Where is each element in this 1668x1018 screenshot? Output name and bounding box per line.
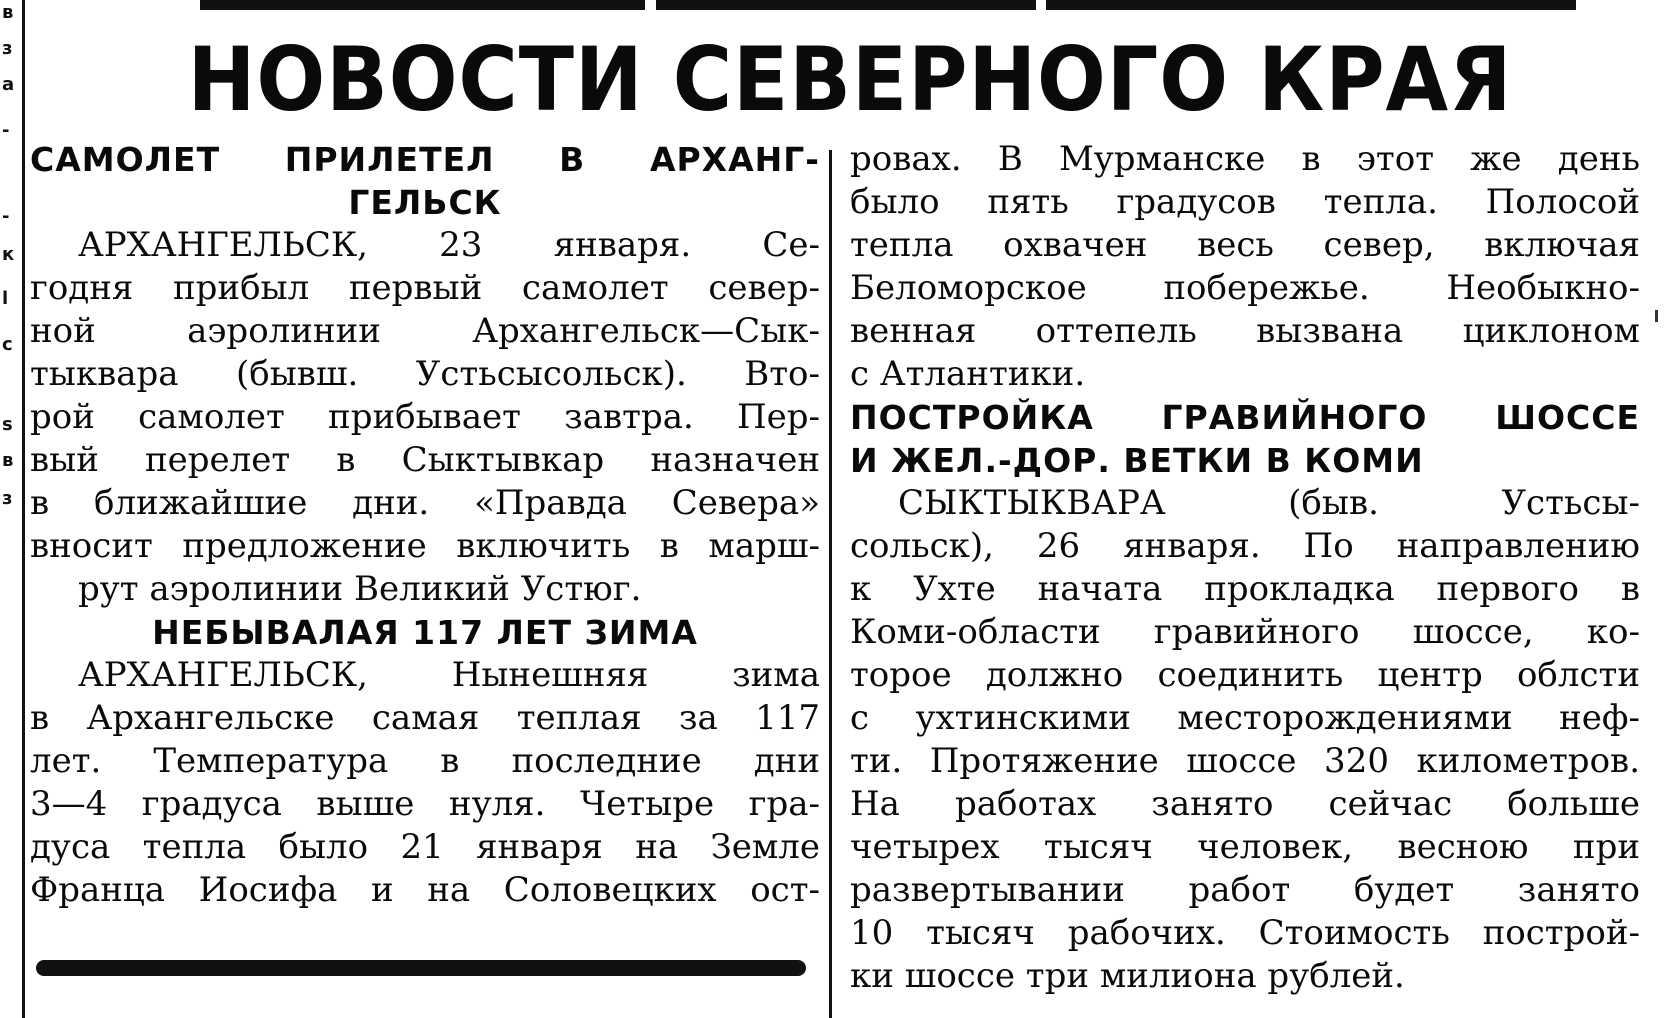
article-text-line: АРХАНГЕЛЬСК, Нынешняя зима [78, 655, 820, 695]
article-text-line: развертывании работ будет занято [850, 870, 1640, 910]
article-text-line: дуса тепла было 21 января на Земле [30, 827, 820, 867]
article-text-line: 3—4 градуса выше нуля. Четыре гра- [30, 784, 820, 824]
article-text-line: ровах. В Мурманске в этот же день [850, 139, 1640, 179]
article-text-line: с ухтинскими месторождениями неф- [850, 698, 1640, 738]
article-headline: НЕБЫВАЛАЯ 117 ЛЕТ ЗИМА [152, 613, 698, 652]
article-text-line: четырех тысяч человек, весною при [850, 827, 1640, 867]
right-column [850, 138, 1640, 998]
margin-letter: l [2, 288, 9, 309]
article-text-line: ти. Протяжение шоссе 320 километров. [850, 741, 1640, 781]
article-text-line: СЫКТЫКВАРА (быв. Устьсы- [898, 483, 1640, 523]
article-text-line: Франца Иосифа и на Соловецких ост- [30, 870, 820, 910]
article-text-line: было пять градусов тепла. Полосой [850, 182, 1640, 222]
bottom-rule [36, 960, 806, 976]
article-text-line: Коми-области гравийного шоссе, ко- [850, 612, 1640, 652]
margin-letter: з [2, 488, 13, 509]
article-text-line: годня прибыл первый самолет север- [30, 268, 820, 308]
article-text-line: На работах занято сейчас больше [850, 784, 1640, 824]
margin-letter: а [2, 74, 15, 95]
article-text-line: торое должно соединить центр облсти [850, 655, 1640, 695]
article-text-line: Беломорское побережье. Необыкно- [850, 268, 1640, 308]
article-text-line: АРХАНГЕЛЬСК, 23 января. Се- [78, 225, 820, 265]
margin-letter: з [2, 38, 13, 59]
article-text-line: ки шоссе три милиона рублей. [850, 956, 1405, 996]
article-text-line: 10 тысяч рабочих. Стоимость построй- [850, 913, 1640, 953]
margin-letter: с [2, 334, 13, 355]
margin-letter: - [2, 120, 10, 141]
margin-letter: в [2, 450, 14, 471]
article-text-line: венная оттепель вызвана циклоном [850, 311, 1640, 351]
article-text-line: вый перелет в Сыктывкар назначен [30, 440, 820, 480]
margin-letter: к [2, 244, 15, 265]
article-text-line: рут аэролинии Великий Устюг. [78, 569, 642, 609]
article-text-line: в ближайшие дни. «Правда Севера» [30, 483, 820, 523]
print-speck [1655, 310, 1658, 322]
article-text-line: в Архангельске самая теплая за 117 [30, 698, 820, 738]
article-text-line: ной аэролинии Архангельск—Сык- [30, 311, 820, 351]
left-margin-strip [0, 0, 25, 1018]
masthead-title: НОВОСТИ СЕВЕРНОГО КРАЯ [187, 28, 1513, 131]
margin-letter: в [2, 2, 14, 23]
left-column [30, 138, 820, 912]
article-headline: ГЕЛЬСК [348, 183, 502, 222]
top-rule [656, 0, 1036, 10]
article-text-line: сольск), 26 января. По направлению [850, 526, 1640, 566]
article-text-line: тыквара (бывш. Устьсысольск). Вто- [30, 354, 820, 394]
article-text-line: с Атлантики. [850, 354, 1086, 394]
article-text-line: вносит предложение включить в марш- [30, 526, 820, 566]
article-text-line: к Ухте начата прокладка первого в [850, 569, 1640, 609]
margin-letter: s [2, 414, 13, 435]
article-text-line: лет. Температура в последние дни [30, 741, 820, 781]
top-rule [1046, 0, 1576, 10]
top-rule [200, 0, 645, 10]
article-headline: ПОСТРОЙКА ГРАВИЙНОГО ШОССЕ [850, 398, 1640, 437]
article-headline: И ЖЕЛ.-ДОР. ВЕТКИ В КОМИ [850, 441, 1424, 480]
article-text-line: рой самолет прибывает завтра. Пер- [30, 397, 820, 437]
article-text-line: тепла охвачен весь север, включая [850, 225, 1640, 265]
column-divider [829, 150, 832, 1018]
margin-letter: - [2, 206, 10, 227]
article-headline: САМОЛЕТ ПРИЛЕТЕЛ В АРХАНГ- [30, 140, 820, 179]
